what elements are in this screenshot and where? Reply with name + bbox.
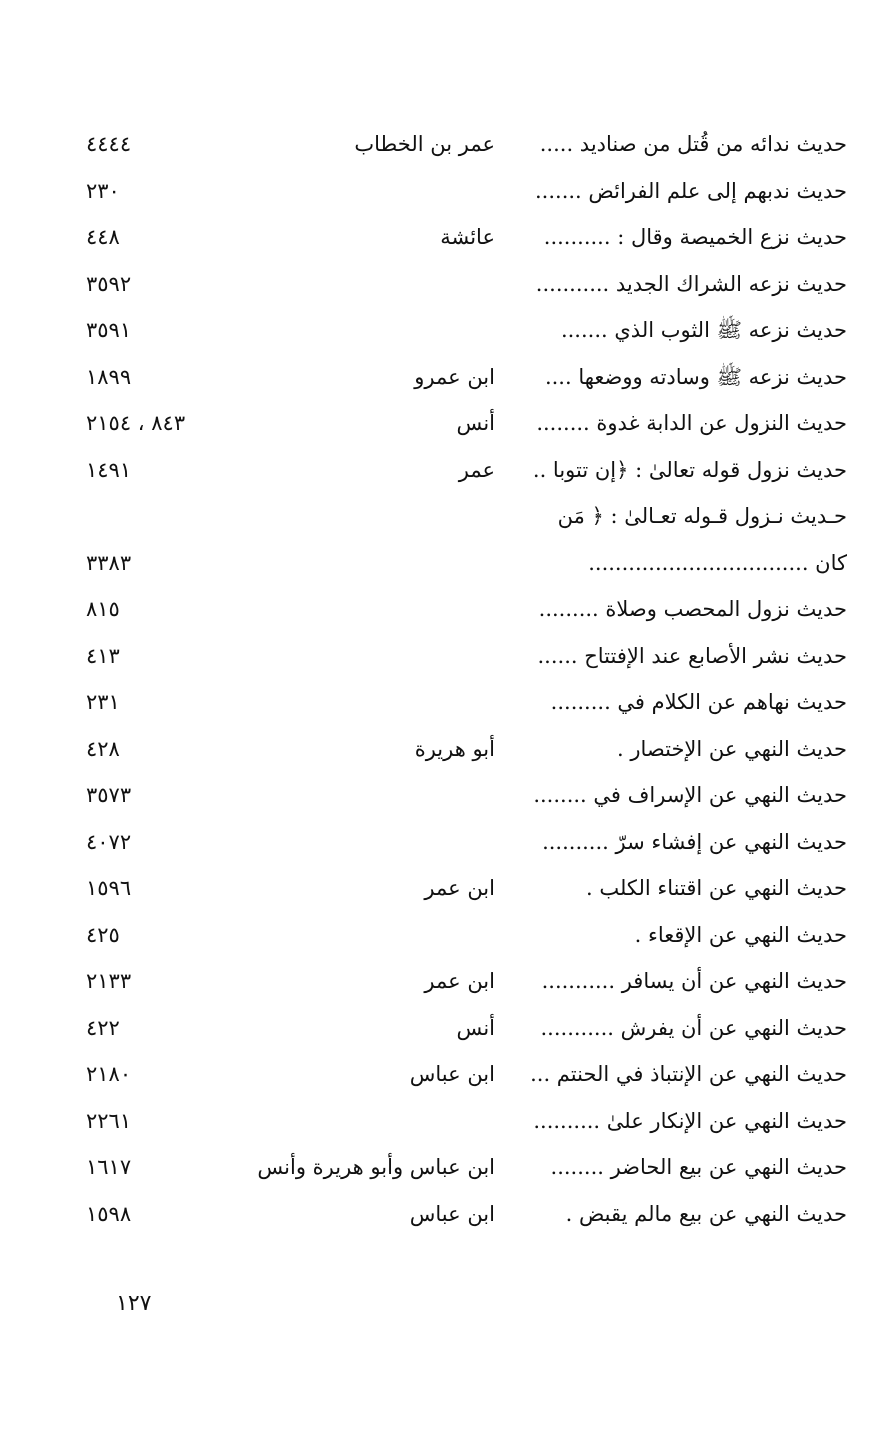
entry-number: ٨١٥: [86, 597, 120, 621]
entry-number: ١٥٩٨: [86, 1201, 132, 1226]
entry-narrator: [255, 1098, 495, 1145]
entry-title: حديث النهي عن اقتناء الكلب .: [585, 876, 847, 900]
entry-title: حديث نزول المحصب وصلاة .........: [538, 597, 847, 621]
entry-narrator: ابن عمر: [424, 876, 495, 900]
entry-title: حديث ندائه من قُتل من صناديد .....: [539, 132, 847, 156]
entry-number: ٢٢٦١: [86, 1108, 132, 1133]
entry-title: حديث نزع الخميصة وقال : ..........: [543, 225, 847, 249]
index-entry: [0, 447, 891, 494]
index-entry: [0, 261, 891, 308]
entry-number: ٤٢٨: [86, 736, 120, 761]
entry-number: ٢٣٠: [86, 178, 120, 203]
entry-narrator: [255, 586, 495, 633]
entry-title: حديث النهي عن الإختصار .: [617, 736, 847, 761]
entry-title: حديث النهي عن بيع الحاضر ........: [550, 1155, 847, 1179]
entry-narrator: [255, 307, 495, 354]
entry-narrator: [255, 772, 495, 819]
entry-number: ٤٠٧٢: [86, 829, 132, 854]
entry-narrator: [255, 261, 495, 308]
entry-narrator: أنس: [456, 411, 495, 435]
entry-narrator: [255, 912, 495, 959]
entry-narrator: ابن عمر: [424, 969, 495, 993]
entry-number: ٨٤٣ ، ٢١٥٤: [86, 411, 186, 435]
index-entry: [0, 586, 891, 633]
entry-narrator: أنس: [456, 1015, 495, 1040]
entry-number: ٤٢٢: [86, 1015, 120, 1040]
index-entry: [0, 354, 891, 401]
index-entry: [0, 679, 891, 726]
index-entry: [0, 1144, 891, 1191]
entry-narrator: عائشة: [440, 225, 495, 249]
index-entry: [0, 958, 891, 1005]
page-number: ١٢٧: [116, 1291, 152, 1316]
entry-title: حديث النهي عن الإنتباذ في الحنتم ...: [530, 1062, 847, 1086]
entry-title: [527, 493, 847, 586]
index-entry: [0, 307, 891, 354]
index-entry: [0, 819, 891, 866]
entry-title: حديث النزول عن الدابة غدوة ........: [536, 411, 847, 435]
entry-number: ١٨٩٩: [86, 364, 132, 389]
index-entry: [0, 726, 891, 773]
entry-narrator: [255, 679, 495, 726]
entry-title: حديث نزعه ﷺ وسادته ووضعها ....: [544, 364, 847, 389]
entry-title: حديث نزعه ﷺ الثوب الذي .......: [560, 318, 847, 342]
index-entry: [0, 121, 891, 168]
index-entry: [0, 1005, 891, 1052]
entry-narrator: [255, 819, 495, 866]
entry-number: ٢٣١: [86, 690, 120, 714]
entry-narrator: ابن عباس: [409, 1062, 495, 1086]
entry-number: ١٥٩٦: [86, 876, 132, 900]
entry-title: حديث النهي عن أن يفرش ...........: [540, 1015, 847, 1040]
entry-title: حديث النهي عن الإقعاء .: [634, 922, 847, 947]
index-entry: [0, 1191, 891, 1238]
entry-number: ٤١٣: [86, 643, 120, 668]
entry-number: ٣٥٩٢: [86, 271, 132, 296]
entry-narrator: ابن عمرو: [414, 364, 495, 389]
entry-title: حديث النهي عن إفشاء سرّ ..........: [542, 829, 847, 854]
entry-narrator: عمر بن الخطاب: [354, 132, 495, 156]
entry-number: ٤٢٥: [86, 922, 120, 947]
entry-number: ١٤٩١: [86, 457, 132, 482]
entry-narrator: [255, 168, 495, 215]
entry-narrator: عمر: [458, 457, 495, 482]
entry-number: ٤٤٤٤: [86, 132, 132, 156]
entry-title: حديث النهي عن الإسراف في ........: [533, 783, 847, 807]
index-entry: [0, 168, 891, 215]
entry-number: ٣٥٧٣: [86, 783, 132, 807]
entry-narrator: ابن عباس وأبو هريرة وأنس: [257, 1155, 495, 1179]
index-entry: [0, 865, 891, 912]
entry-title: حديث نزعه الشراك الجديد ...........: [535, 271, 847, 296]
index-entry: [0, 214, 891, 261]
entry-title: حديث نزول قوله تعالىٰ : ﴿إن تتوبا ..: [532, 457, 847, 482]
entry-narrator: ابن عباس: [409, 1201, 495, 1226]
entry-title: حديث النهي عن بيع مالم يقبض .: [565, 1201, 847, 1226]
entry-number: ٢١٨٠: [86, 1062, 132, 1086]
entry-title: حديث نهاهم عن الكلام في .........: [550, 690, 847, 714]
index-entry: [0, 772, 891, 819]
entry-number: ١٦١٧: [86, 1155, 132, 1179]
entry-number: ٤٤٨: [86, 225, 120, 249]
entry-title: حديث النهي عن الإنكار علىٰ ..........: [533, 1108, 847, 1133]
entry-title: حديث نشر الأصابع عند الإفتتاح ......: [537, 643, 847, 668]
entry-title-line: كان .................................: [588, 550, 847, 575]
index-entry: [0, 912, 891, 959]
entry-narrator: [255, 633, 495, 680]
index-entry: [0, 1051, 891, 1098]
index-entry: [0, 400, 891, 447]
entry-narrator: [255, 540, 495, 587]
index-entry: [0, 493, 891, 586]
entry-number: ٢١٣٣: [86, 969, 132, 993]
entry-number: ٣٣٨٣: [86, 550, 132, 575]
entry-title: حديث النهي عن أن يسافر ...........: [541, 969, 847, 993]
entry-title-line: حـديث نـزول قـوله تعـالىٰ : ﴿ مَن: [557, 504, 847, 528]
index-entry: [0, 633, 891, 680]
index-entry: [0, 1098, 891, 1145]
entry-narrator: أبو هريرة: [414, 736, 495, 761]
index-list: [0, 121, 891, 1237]
entry-title: حديث ندبهم إلى علم الفرائض .......: [535, 178, 847, 203]
entry-number: ٣٥٩١: [86, 318, 132, 342]
